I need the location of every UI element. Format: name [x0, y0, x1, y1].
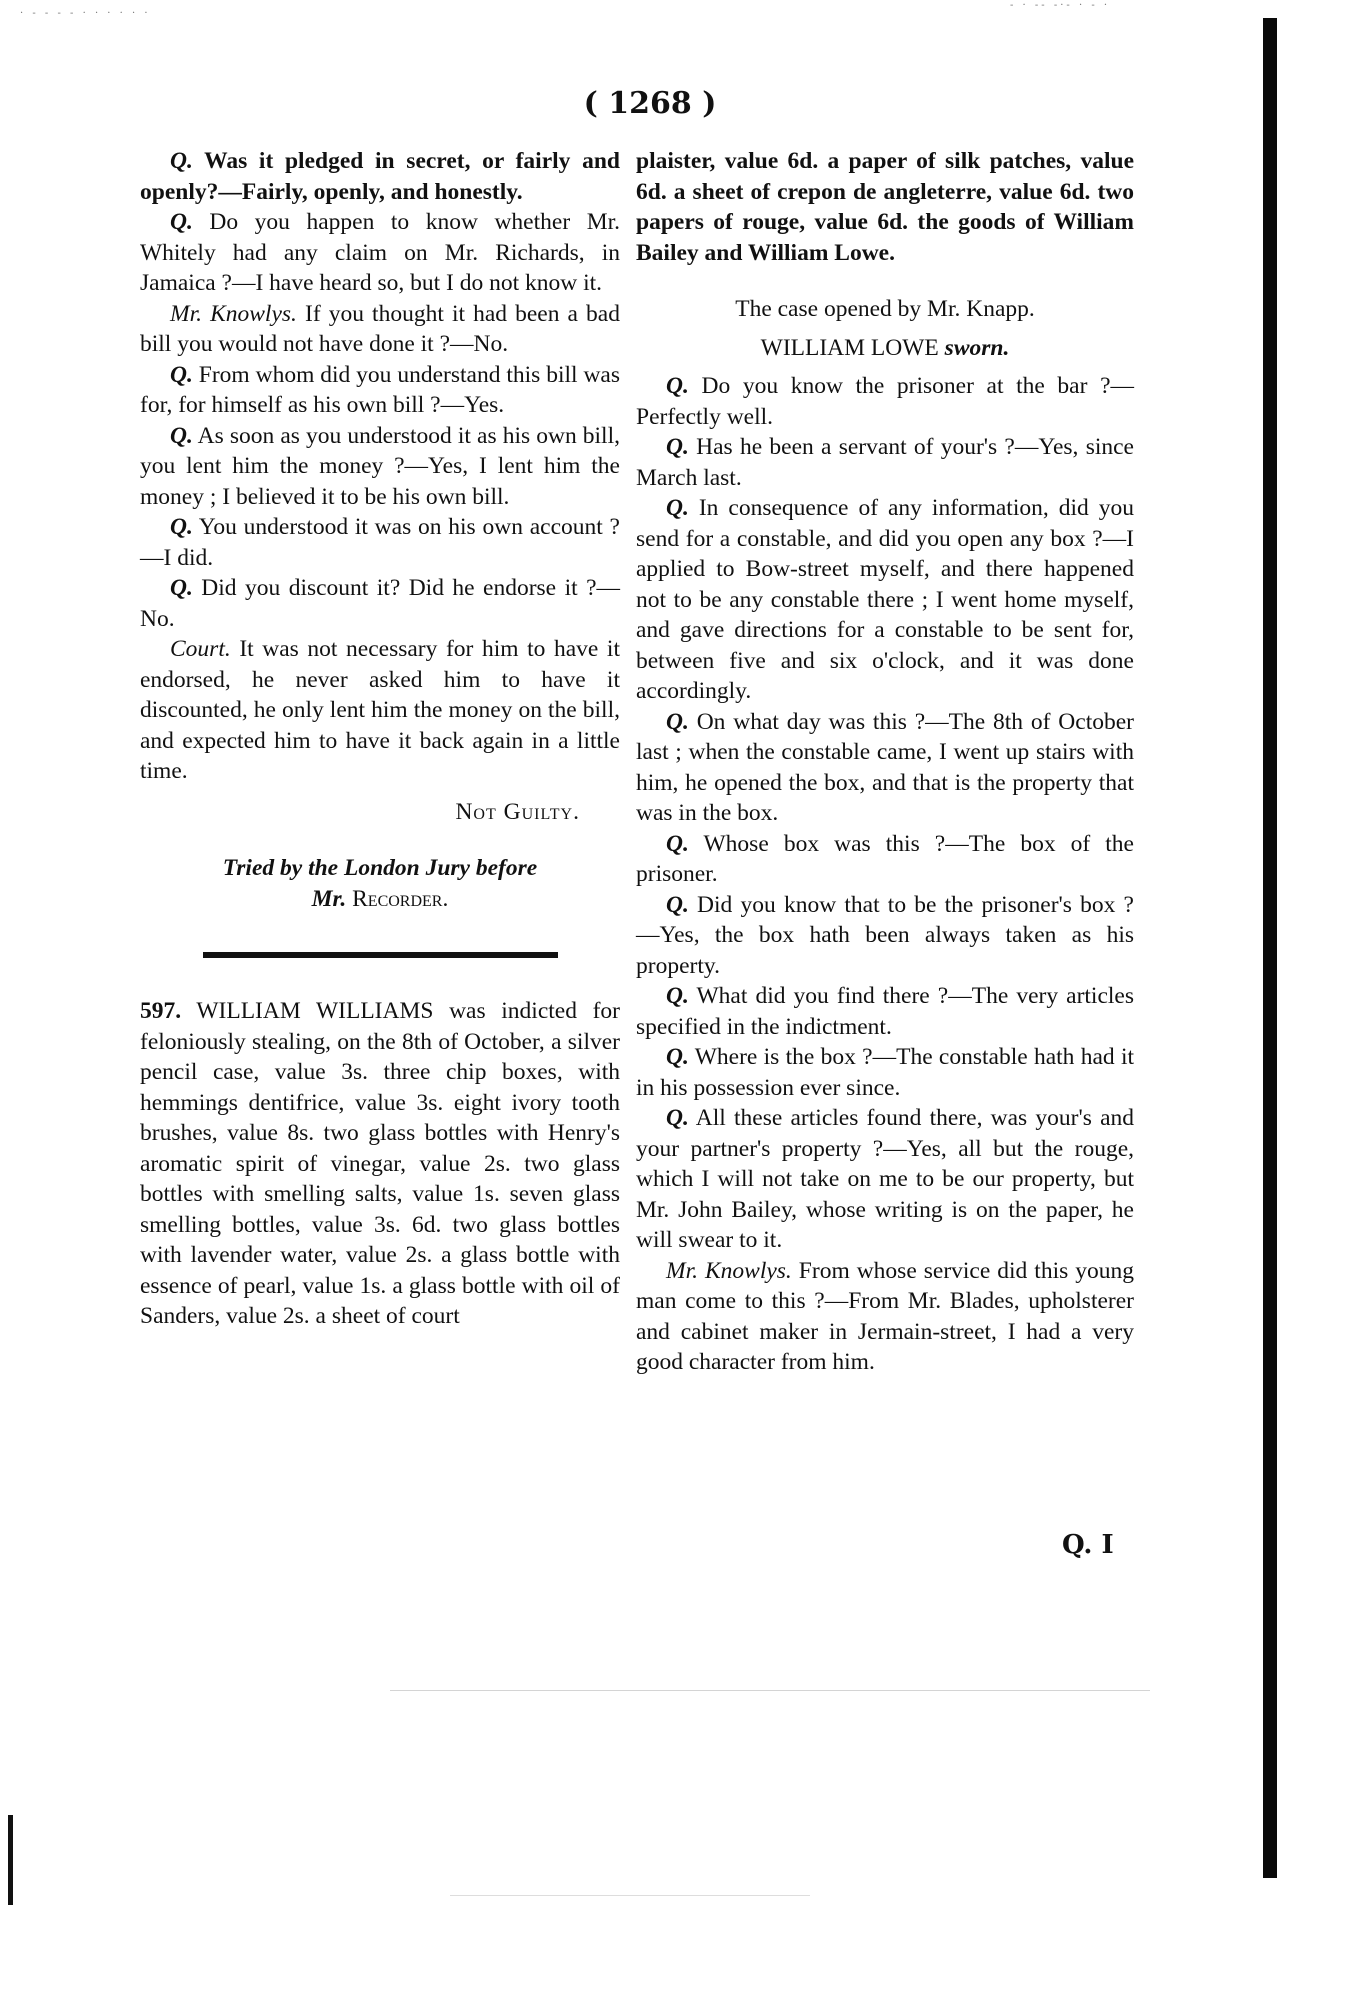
scan-noise-top-left: · - - - - · · · · · · — [20, 8, 151, 19]
testimony-paragraph: Q. Do you happen to know whether Mr. Whitely had any claim on Mr. Richards, in Jamaica ?—I have heard so, but I do not know it. — [140, 209, 620, 296]
section-divider-rule — [203, 952, 558, 958]
scan-edge-mark — [8, 1815, 13, 1905]
testimony-paragraph: Mr. Knowlys. If you thought it had been a bad bill you would not have done it ?—No. — [140, 300, 620, 357]
testimony-paragraph: Q. Did you discount it? Did he endorse it ?—No. — [140, 575, 620, 632]
testimony-paragraph: Q. Was it pledged in secret, or fairly and openly?—Fairly, openly, and honestly. — [140, 148, 620, 205]
testimony-paragraph: Q. What did you find there ?—The very articles specified in the indictment. — [636, 983, 1134, 1040]
left-column — [140, 146, 620, 1332]
verdict: Not Guilty. — [455, 798, 580, 825]
testimony-paragraph: Court. It was not necessary for him to have it endorsed, he never asked him to have it discounted, he only lent him the money on the bill, and expected him to have it back again in a little time. — [140, 636, 620, 784]
case-opened-line: The case opened by Mr. Knapp. — [735, 296, 1035, 322]
testimony-paragraph: Q. Where is the box ?—The constable hath had it in his possession ever since. — [636, 1044, 1134, 1101]
testimony-paragraph: Q. Whose box was this ?—The box of the prisoner. — [636, 830, 1134, 887]
witness-heading: WILLIAM LOWE sworn. — [760, 334, 1010, 361]
bleed-through-line — [450, 1895, 810, 1896]
indictment-continuation: plaister, value 6d. a paper of silk patches, value 6d. a sheet of crepon de angleterre, value 6d. two papers of rouge, value 6d. the goods of William Bailey and William Lowe. — [636, 148, 1134, 266]
bleed-through-line — [390, 1690, 1150, 1691]
case-number: 597. — [140, 998, 182, 1024]
testimony-paragraph: Q. Did you know that to be the prisoner's box ?—Yes, the box hath been always taken as his property. — [636, 891, 1134, 979]
testimony-paragraph: Q. In consequence of any information, did you send for a constable, and did you open any box ?—I applied to Bow-street myself, and there happened not to be any constable there ; I went home myself, and gave directions for a constable to be sent for, between five and six o'clock, and it was done accordingly. — [636, 495, 1134, 704]
case-text: WILLIAM WILLIAMS was indicted for feloniously stealing, on the 8th of October, a silver pencil case, value 3s. three chip boxes, with hemmings dentifrice, value 3s. eight ivory tooth brushes, value 8s. two glass bottles with Henry's aromatic spirit of vinegar, value 2s. two glass bottles with smelling salts, value 1s. seven glass smelling bottles, value 3s. 6d. two glass bottles with lavender water, value 2s. a glass bottle with essence of pearl, value 1s. a glass bottle with oil of Sanders, value 2s. a sheet of court — [140, 998, 620, 1329]
recorder-line: Mr. Recorder. — [311, 885, 449, 912]
testimony-paragraph: Q. On what day was this ?—The 8th of October last ; when the constable came, I went up stairs with him, he opened the box, and that is the property that was in the box. — [636, 708, 1134, 826]
page-edge-bar — [1263, 18, 1277, 1878]
case-paragraph — [140, 996, 620, 1332]
page-number: ( 1268 ) — [583, 86, 717, 121]
testimony-paragraph: Q. Do you know the prisoner at the bar ?—Perfectly well. — [636, 373, 1134, 430]
testimony-paragraph: Q. All these articles found there, was your's and your partner's property ?—Yes, all but the rouge, which I will not take on me to be our property, but Mr. John Bailey, whose writing is on the paper, he will swear to it. — [636, 1105, 1134, 1253]
testimony-paragraph: Q. From whom did you understand this bill was for, for himself as his own bill ?—Yes. — [140, 361, 620, 418]
scan-noise-top-right: - · -- -·- · - · — [1010, 0, 1111, 11]
testimony-paragraph: Q. You understood it was on his own account ?—I did. — [140, 514, 620, 571]
testimony-paragraph: Q. As soon as you understood it as his own bill, you lent him the money ?—Yes, I lent him the money ; I believed it to be his own bill. — [140, 422, 620, 510]
testimony-paragraph: Mr. Knowlys. From whose service did this young man come to this ?—From Mr. Blades, upholsterer and cabinet maker in Jermain-street, I had a very good character from him. — [636, 1257, 1134, 1375]
testimony-paragraph: Q. Has he been a servant of your's ?—Yes, since March last. — [636, 434, 1134, 491]
right-column — [636, 146, 1134, 1378]
tried-by-line: Tried by the London Jury before — [222, 855, 538, 881]
catchword: Q. I — [1062, 1530, 1114, 1560]
